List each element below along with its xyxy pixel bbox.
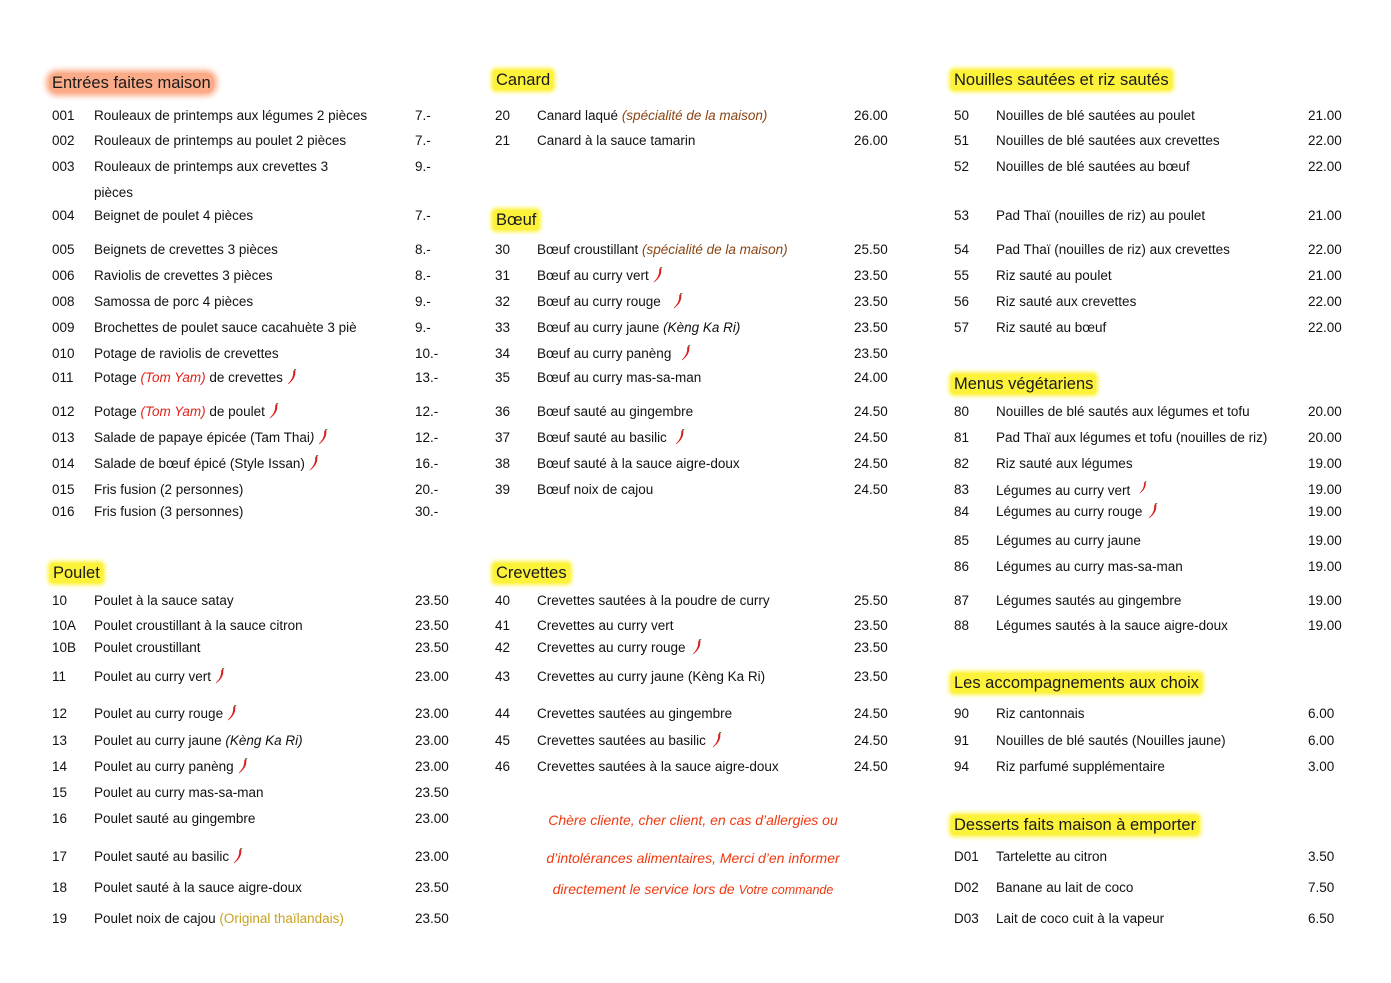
item-price: 24.50 (854, 404, 888, 419)
item-price: 22.00 (1308, 242, 1342, 257)
item-number: 10 (52, 593, 68, 608)
item-name: Bœuf au curry jaune (Kèng Ka Ri) (537, 320, 741, 335)
item-name: Poulet au curry jaune (Kèng Ka Ri) (94, 733, 303, 748)
item-price: 3.50 (1308, 849, 1335, 864)
item-number: 90 (954, 706, 970, 721)
item-price: 24.50 (854, 430, 888, 445)
item-name: Poulet sauté à la sauce aigre-doux (94, 880, 302, 895)
item-number: 50 (954, 108, 970, 123)
item-name: Légumes au curry jaune (996, 533, 1141, 548)
item-number: 37 (495, 430, 511, 445)
chili-icon (215, 668, 225, 684)
item-number: 51 (954, 133, 970, 148)
item-number: 43 (495, 669, 511, 684)
item-price: 23.50 (854, 268, 888, 283)
item-number: 015 (52, 482, 75, 497)
item-number: 003 (52, 159, 75, 174)
item-price: 30.- (415, 504, 439, 519)
item-number: 86 (954, 559, 970, 574)
item-name: Riz sauté au poulet (996, 268, 1112, 283)
item-name: Nouilles de blé sautées au poulet (996, 108, 1195, 123)
item-number: 012 (52, 404, 75, 419)
item-name: Fris fusion (3 personnes) (94, 504, 244, 519)
item-name: Rouleaux de printemps au poulet 2 pièces (94, 133, 347, 148)
item-number: 10A (52, 618, 77, 633)
item-name: Crevettes sautées à la sauce aigre-doux (537, 759, 779, 774)
item-name: Poulet au curry panèng (94, 758, 248, 776)
item-name: Poulet sauté au basilic (94, 848, 243, 866)
item-price: 24.00 (854, 370, 888, 385)
item-name: Nouilles de blé sautées aux crevettes (996, 133, 1220, 148)
item-note: (Kèng Ka Ri) (225, 733, 303, 748)
item-name: Rouleaux de printemps aux crevettes 3 (94, 159, 329, 174)
item-name: Riz parfumé supplémentaire (996, 759, 1165, 774)
item-price: 23.50 (415, 593, 449, 608)
item-price: 25.50 (854, 242, 888, 257)
item-name: Crevettes sautées à la poudre de curry (537, 593, 770, 608)
item-name: Crevettes au curry vert (537, 618, 674, 633)
item-price: 7.- (415, 108, 431, 123)
item-note: (Tom Yam) (140, 404, 206, 419)
item-note: (Kèng Ka Ri) (663, 320, 741, 335)
item-number: 84 (954, 504, 970, 519)
chili-icon (227, 705, 237, 721)
item-name: Pad Thaï (nouilles de riz) aux crevettes (996, 242, 1230, 257)
item-price: 23.00 (415, 759, 449, 774)
item-number: 34 (495, 346, 511, 361)
allergy-notice-line-3: directement le service lors de Votre commande (552, 881, 834, 897)
item-name: Crevettes au curry rouge (537, 639, 702, 657)
item-price: 22.00 (1308, 159, 1342, 174)
item-price: 24.50 (854, 706, 888, 721)
item-number: 56 (954, 294, 970, 309)
item-price: 19.00 (1308, 593, 1342, 608)
item-number: 004 (52, 208, 75, 223)
item-price: 26.00 (854, 133, 888, 148)
item-name: Riz sauté aux légumes (996, 456, 1133, 471)
item-number: 12 (52, 706, 68, 721)
item-name: Bœuf sauté au gingembre (537, 404, 694, 419)
item-price: 24.50 (854, 456, 888, 471)
item-price: 7.- (415, 133, 431, 148)
item-price: 19.00 (1308, 618, 1342, 633)
chili-icon (653, 267, 663, 283)
item-price: 19.00 (1308, 504, 1342, 519)
item-price: 23.50 (854, 294, 888, 309)
item-number: 82 (954, 456, 970, 471)
item-name: Nouilles de blé sautés (Nouilles jaune) (996, 733, 1226, 748)
item-price: 22.00 (1308, 133, 1342, 148)
item-name: Brochettes de poulet sauce cacahuète 3 piè (94, 320, 357, 335)
item-name: Riz sauté au bœuf (996, 320, 1107, 335)
item-number: 83 (954, 482, 970, 497)
section-title-vegetariens: Menus végétariens (951, 374, 1096, 394)
item-price: 24.50 (854, 482, 888, 497)
item-price: 21.00 (1308, 268, 1342, 283)
item-number: 44 (495, 706, 511, 721)
item-name: Beignets de crevettes 3 pièces (94, 242, 278, 257)
item-price: 23.50 (415, 785, 449, 800)
item-number: 87 (954, 593, 970, 608)
item-number: 39 (495, 482, 511, 497)
chili-icon (1148, 503, 1158, 519)
item-number: D03 (954, 911, 979, 926)
item-number: 013 (52, 430, 75, 445)
item-price: 19.00 (1308, 482, 1342, 497)
chili-icon (269, 403, 279, 419)
item-number: 36 (495, 404, 511, 419)
item-price: 9.- (415, 159, 431, 174)
item-name: Salade de bœuf épicé (Style Issan) (94, 455, 319, 473)
item-name: Nouilles de blé sautées au bœuf (996, 159, 1190, 174)
item-number: 38 (495, 456, 511, 471)
item-name: Poulet au curry mas-sa-man (94, 785, 264, 800)
item-price: 23.50 (415, 911, 449, 926)
item-number: 19 (52, 911, 68, 926)
item-price: 22.00 (1308, 320, 1342, 335)
item-number: 30 (495, 242, 511, 257)
section-title-desserts: Desserts faits maison à emporter (951, 815, 1199, 835)
item-name: Pad Thaï aux légumes et tofu (nouilles de riz) (996, 430, 1268, 445)
item-price: 16.- (415, 456, 439, 471)
item-number: 52 (954, 159, 970, 174)
item-price: 7.50 (1308, 880, 1335, 895)
chili-icon (238, 758, 248, 774)
item-price: 23.50 (415, 880, 449, 895)
chili-icon (681, 345, 691, 361)
item-price: 24.50 (854, 733, 888, 748)
item-number: 57 (954, 320, 970, 335)
item-name: Salade de papaye épicée (Tam Thai) (94, 429, 328, 447)
item-price: 19.00 (1308, 559, 1342, 574)
chili-icon (233, 848, 243, 864)
item-number: 005 (52, 242, 75, 257)
item-price: 23.00 (415, 669, 449, 684)
item-number: 15 (52, 785, 68, 800)
section-title-crevettes: Crevettes (493, 563, 570, 583)
item-number: 18 (52, 880, 68, 895)
item-name: Bœuf au curry panèng (537, 345, 691, 363)
item-number: 20 (495, 108, 511, 123)
item-name: Lait de coco cuit à la vapeur (996, 911, 1165, 926)
item-number: 33 (495, 320, 511, 335)
allergy-notice-line-2: d’intolérances alimentaires, Merci d’en informer (546, 850, 840, 866)
item-number: 53 (954, 208, 970, 223)
item-name: Poulet au curry vert (94, 668, 225, 686)
item-number: 006 (52, 268, 75, 283)
item-number: 16 (52, 811, 68, 826)
item-number: 14 (52, 759, 68, 774)
item-price: 12.- (415, 404, 439, 419)
item-price: 23.00 (415, 733, 449, 748)
item-name: Bœuf au curry vert (537, 267, 663, 285)
item-name: Banane au lait de coco (996, 880, 1134, 895)
item-name: Bœuf au curry mas-sa-man (537, 370, 702, 385)
item-price: 10.- (415, 346, 439, 361)
item-price: 24.50 (854, 759, 888, 774)
chili-icon (287, 369, 297, 385)
item-price: 8.- (415, 242, 431, 257)
item-name: Crevettes au curry jaune (Kèng Ka Ri) (537, 669, 766, 684)
item-number: 011 (52, 370, 74, 385)
section-title-poulet: Poulet (50, 563, 103, 583)
item-price: 23.00 (415, 706, 449, 721)
item-price: 23.50 (415, 618, 449, 633)
item-name: Riz sauté aux crevettes (996, 294, 1137, 309)
item-number: 46 (495, 759, 511, 774)
item-name: Pad Thaï (nouilles de riz) au poulet (996, 208, 1206, 223)
item-number: 11 (52, 669, 67, 684)
item-price: 26.00 (854, 108, 888, 123)
item-name: Raviolis de crevettes 3 pièces (94, 268, 273, 283)
item-name: Poulet à la sauce satay (94, 593, 234, 608)
item-number: 45 (495, 733, 511, 748)
item-price: 22.00 (1308, 294, 1342, 309)
item-price: 23.00 (415, 811, 449, 826)
item-name: Nouilles de blé sautés aux légumes et tofu (996, 404, 1250, 419)
item-number: 55 (954, 268, 970, 283)
item-price: 8.- (415, 268, 431, 283)
item-number: 88 (954, 618, 970, 633)
item-number: 81 (954, 430, 970, 445)
item-price: 23.50 (854, 640, 888, 655)
item-number: 94 (954, 759, 970, 774)
item-price: 20.00 (1308, 404, 1342, 419)
item-price: 6.50 (1308, 911, 1335, 926)
section-title-nouilles: Nouilles sautées et riz sautés (951, 70, 1172, 90)
item-note: (spécialité de la maison) (642, 242, 788, 257)
item-price: 23.50 (415, 640, 449, 655)
item-price: 6.00 (1308, 706, 1335, 721)
chili-icon (673, 293, 683, 309)
item-note: (Original thaïlandais) (219, 911, 344, 926)
item-name: Potage (Tom Yam) de poulet (94, 403, 279, 421)
item-name: pièces (94, 185, 134, 200)
item-price: 20.- (415, 482, 439, 497)
item-price: 12.- (415, 430, 439, 445)
item-number: 32 (495, 294, 511, 309)
item-number: 002 (52, 133, 75, 148)
item-name: Samossa de porc 4 pièces (94, 294, 254, 309)
item-number: 21 (495, 133, 511, 148)
item-name: Crevettes sautées au basilic (537, 732, 722, 750)
item-name: Poulet croustillant (94, 640, 201, 655)
item-name: Rouleaux de printemps aux légumes 2 pièces (94, 108, 368, 123)
item-price: 19.00 (1308, 533, 1342, 548)
item-price: 6.00 (1308, 733, 1335, 748)
item-number: 91 (954, 733, 970, 748)
item-price: 21.00 (1308, 108, 1342, 123)
item-price: 23.50 (854, 618, 888, 633)
chili-icon (712, 732, 722, 748)
item-name: Bœuf sauté à la sauce aigre-doux (537, 456, 740, 471)
item-name: Légumes au curry vert (996, 481, 1148, 500)
item-number: 001 (52, 108, 75, 123)
item-name: Tartelette au citron (996, 849, 1108, 864)
item-number: 10B (52, 640, 77, 655)
item-name: Légumes au curry mas-sa-man (996, 559, 1183, 574)
item-name: Légumes au curry rouge (996, 503, 1158, 521)
item-number: 016 (52, 504, 75, 519)
item-price: 23.00 (415, 849, 449, 864)
chili-icon (318, 429, 328, 445)
chili-icon (692, 639, 702, 655)
item-name: Bœuf croustillant (spécialité de la maison) (537, 242, 788, 257)
item-price: 23.50 (854, 346, 888, 361)
item-number: 42 (495, 640, 511, 655)
item-note: (spécialité de la maison) (621, 108, 768, 123)
item-name: Crevettes sautées au gingembre (537, 706, 733, 721)
item-number: 010 (52, 346, 75, 361)
item-number: D01 (954, 849, 979, 864)
item-name: Bœuf au curry rouge (537, 293, 683, 311)
item-name: Potage (Tom Yam) de crevettes (94, 369, 297, 387)
section-title-entrees: Entrées faites maison (49, 73, 214, 93)
item-number: 13 (52, 733, 68, 748)
item-name: Légumes sautés au gingembre (996, 593, 1182, 608)
item-number: 85 (954, 533, 970, 548)
item-name: Potage de raviolis de crevettes (94, 346, 279, 361)
item-name: Riz cantonnais (996, 706, 1085, 721)
item-price: 23.50 (854, 669, 888, 684)
item-name: Beignet de poulet 4 pièces (94, 208, 254, 223)
allergy-notice-line-1: Chère cliente, cher client, en cas d’allergies ou (548, 812, 838, 828)
item-price: 20.00 (1308, 430, 1342, 445)
item-price: 19.00 (1308, 456, 1342, 471)
item-number: 31 (495, 268, 511, 283)
item-price: 21.00 (1308, 208, 1342, 223)
item-number: D02 (954, 880, 979, 895)
item-number: 40 (495, 593, 511, 608)
item-price: 13.- (415, 370, 439, 385)
chili-icon (1138, 481, 1148, 494)
item-price: 25.50 (854, 593, 888, 608)
item-price: 7.- (415, 208, 431, 223)
item-name: Bœuf sauté au basilic (537, 429, 685, 447)
item-name: Légumes sautés à la sauce aigre-doux (996, 618, 1228, 633)
item-name: Poulet noix de cajou (Original thaïlandais) (94, 911, 344, 926)
chili-icon (675, 429, 685, 445)
item-name: Poulet sauté au gingembre (94, 811, 256, 826)
item-name: Poulet croustillant à la sauce citron (94, 618, 303, 633)
item-number: 009 (52, 320, 75, 335)
item-name: Poulet au curry rouge (94, 705, 237, 723)
item-name: Fris fusion (2 personnes) (94, 482, 244, 497)
item-number: 41 (495, 618, 511, 633)
item-number: 54 (954, 242, 970, 257)
item-number: 35 (495, 370, 511, 385)
item-price: 9.- (415, 294, 431, 309)
item-price: 23.50 (854, 320, 888, 335)
section-title-boeuf: Bœuf (493, 210, 539, 230)
item-name: Canard à la sauce tamarin (537, 133, 696, 148)
item-number: 014 (52, 456, 75, 471)
item-name: Bœuf noix de cajou (537, 482, 654, 497)
chili-icon (309, 455, 319, 471)
item-note: ) (309, 430, 315, 445)
item-number: 80 (954, 404, 970, 419)
item-number: 008 (52, 294, 75, 309)
section-title-accompagnements: Les accompagnements aux choix (951, 673, 1202, 693)
item-name: Canard laqué (spécialité de la maison) (537, 108, 768, 123)
item-price: 3.00 (1308, 759, 1335, 774)
item-number: 17 (52, 849, 68, 864)
item-price: 9.- (415, 320, 431, 335)
section-title-canard: Canard (493, 70, 553, 90)
item-note: (Tom Yam) (140, 370, 206, 385)
